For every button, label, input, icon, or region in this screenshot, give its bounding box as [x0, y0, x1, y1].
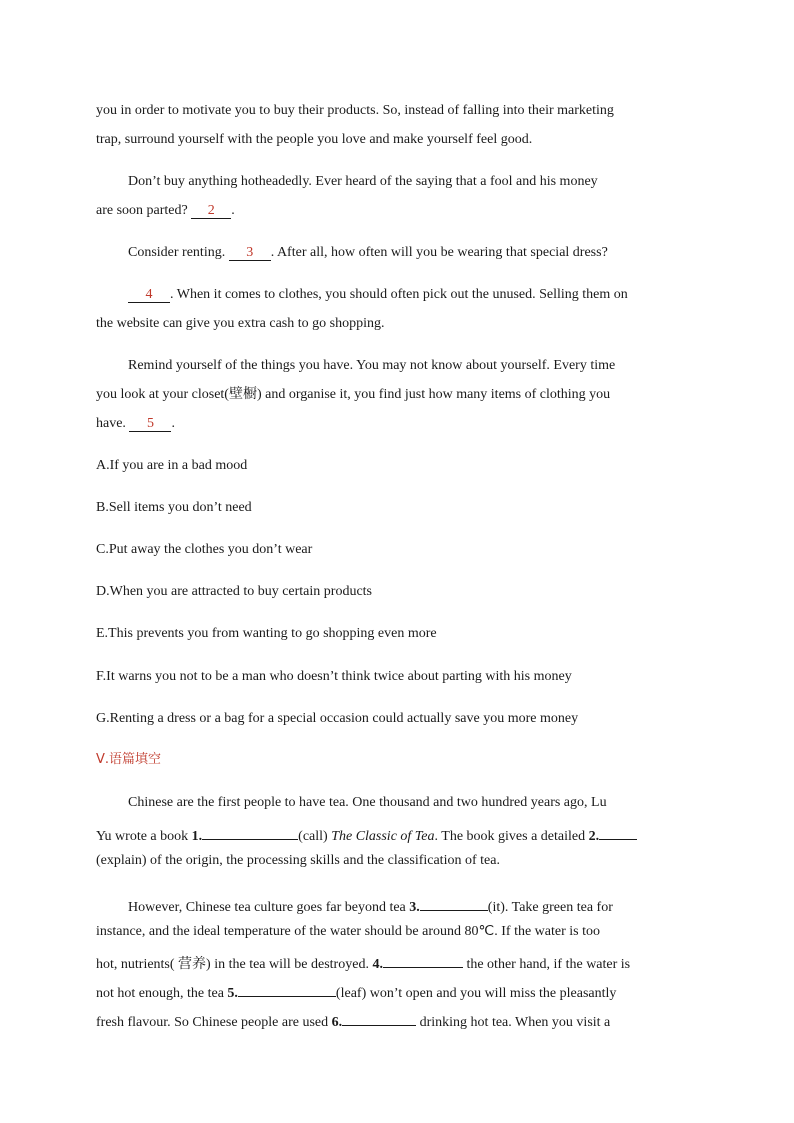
passage-line-blank-4b: [96, 951, 696, 972]
text: have.: [96, 416, 126, 431]
blank-number-5: 5.: [227, 986, 238, 1001]
blank-number-1: 1.: [191, 829, 203, 844]
passage-line-blank-2: [96, 202, 696, 220]
option-a: A.If you are in a bad mood: [96, 458, 248, 473]
passage-line: instance, and the ideal temperature of the water should be around 80℃. If the water is too: [96, 924, 600, 939]
option-f: F.It warns you not to be a man who doesn’t think twice about parting with his money: [96, 669, 572, 684]
text: However, Chinese tea culture goes far beyond tea: [128, 900, 406, 915]
option-b: B.Sell items you don’t need: [96, 500, 252, 515]
text: (it). Take green tea for: [487, 900, 613, 915]
text: the other hand, if the water is: [466, 957, 631, 972]
section-heading: Ⅴ.语篇填空: [96, 752, 162, 767]
option-g: G.Renting a dress or a bag for a special occasion could actually save you more money: [96, 711, 579, 726]
passage-line: you in order to motivate you to buy their products. So, instead of falling into their marketing: [96, 103, 614, 118]
passage-line-blank-6: [96, 1009, 696, 1030]
passage-line: Chinese are the first people to have tea. One thousand and two hundred years ago, Lu: [128, 795, 607, 810]
passage-line: Remind yourself of the things you have. You may not know about yourself. Every time: [128, 358, 616, 373]
text: (leaf) won’t open and you will miss the pleasantly: [335, 986, 617, 1001]
text: .: [231, 203, 235, 218]
text: . The book gives a detailed: [434, 829, 586, 844]
answer-blank-4b[interactable]: [383, 951, 463, 968]
passage-line-blank-5b: [96, 980, 696, 1001]
passage-line-blanks-1-2: [96, 823, 696, 844]
option-d: D.When you are attracted to buy certain products: [96, 584, 373, 599]
book-title: The Classic of Tea: [331, 829, 435, 844]
passage-line-blank-3b: [128, 894, 728, 915]
text: Consider renting.: [128, 245, 226, 260]
text: (call): [298, 829, 328, 844]
passage-line: you look at your closet(壁橱) and organise it, you find just how many items of clothing you: [96, 387, 611, 402]
text: .: [171, 416, 175, 431]
blank-number-2: 2.: [588, 829, 600, 844]
passage-line: the website can give you extra cash to go shopping.: [96, 316, 385, 331]
text: not hot enough, the tea: [96, 986, 224, 1001]
answer-blank-6[interactable]: [342, 1009, 416, 1026]
option-c: C.Put away the clothes you don’t wear: [96, 542, 313, 557]
text: are soon parted?: [96, 203, 188, 218]
passage-line-blank-5: [96, 415, 696, 433]
text: . When it comes to clothes, you should often pick out the unused. Selling them on: [170, 287, 628, 302]
blank-number-3: 3.: [409, 900, 420, 915]
answer-blank-2[interactable]: 2: [191, 202, 231, 219]
answer-blank-5b[interactable]: [238, 980, 336, 997]
passage-line-blank-3: [128, 244, 728, 262]
blank-number-4: 4.: [372, 957, 383, 972]
answer-blank-5[interactable]: 5: [129, 415, 171, 432]
answer-blank-2b[interactable]: [599, 823, 637, 840]
text: Yu wrote a book: [96, 829, 189, 844]
text: fresh flavour. So Chinese people are used: [96, 1015, 329, 1030]
text: . After all, how often will you be wearing that special dress?: [270, 245, 608, 260]
blank-number-6: 6.: [331, 1015, 343, 1030]
passage-line: Don’t buy anything hotheadedly. Ever heard of the saying that a fool and his money: [128, 174, 598, 189]
answer-blank-1[interactable]: [202, 823, 298, 840]
passage-line: (explain) of the origin, the processing skills and the classification of tea.: [96, 853, 500, 868]
passage-line-blank-4: [128, 286, 728, 304]
passage-line: trap, surround yourself with the people you love and make yourself feel good.: [96, 132, 533, 147]
answer-blank-3[interactable]: 3: [229, 244, 271, 261]
text: hot, nutrients( 营养) in the tea will be destroyed.: [96, 957, 369, 972]
answer-blank-4[interactable]: 4: [128, 286, 170, 303]
option-e: E.This prevents you from wanting to go shopping even more: [96, 626, 437, 641]
answer-blank-3b[interactable]: [420, 894, 488, 911]
text: drinking hot tea. When you visit a: [419, 1015, 611, 1030]
